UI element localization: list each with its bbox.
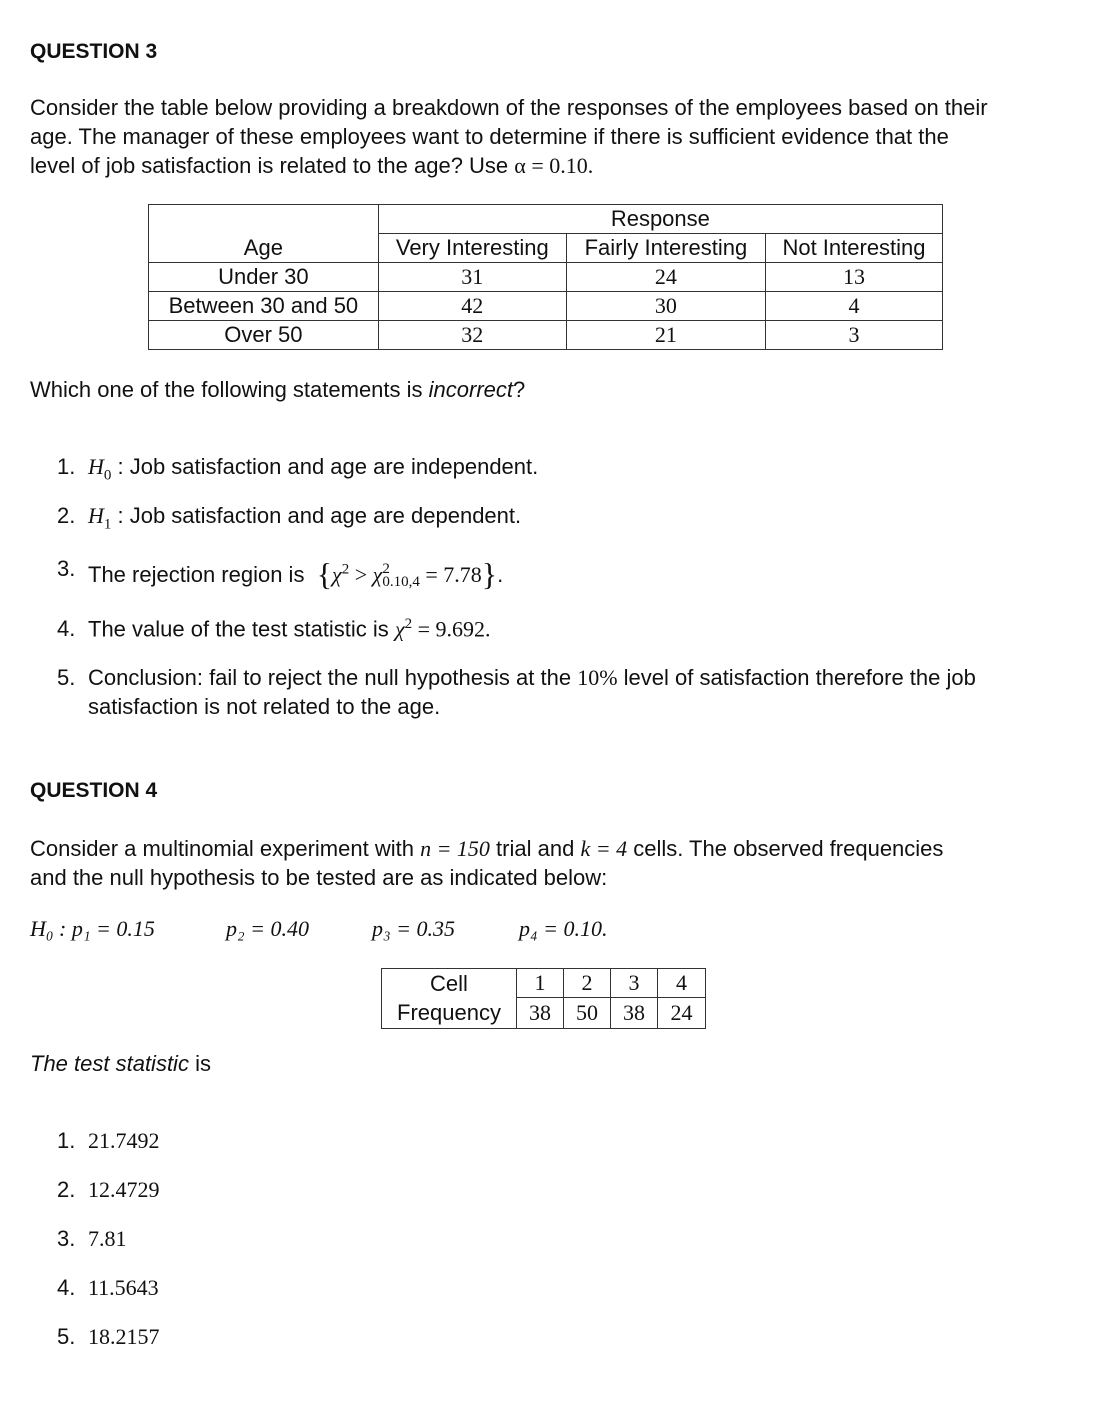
q4-prompt [30, 1049, 211, 1078]
col-header: Not Interesting [765, 234, 942, 263]
text: : Job satisfaction and age are dependent. [111, 503, 522, 528]
col-header: Age [149, 234, 379, 263]
text: Consider a multinomial experiment with [30, 836, 414, 861]
q3-option-1[interactable] [0, 454, 1100, 484]
option-number: 5. [57, 665, 76, 690]
cell: 4 [658, 969, 706, 998]
response-header: Response [378, 205, 942, 234]
text: : Job satisfaction and age are independent. [111, 454, 539, 479]
q3-intro-line-2: age. The manager of these employees want to determine if there is sufficient evidence that the [30, 124, 949, 149]
table-row [149, 321, 943, 350]
option-text [88, 503, 521, 533]
q3-intro-line-3 [30, 151, 593, 180]
text: Conclusion: fail to reject the null hypothesis at the [88, 665, 572, 690]
option-number: 4. [57, 1275, 76, 1300]
col-header: Fairly Interesting [566, 234, 765, 263]
option-text [88, 454, 538, 484]
n-value: n = 150 [420, 836, 490, 861]
prompt-emphasis: incorrect [428, 377, 514, 402]
table-header-row [149, 234, 943, 263]
q4-option-4[interactable] [0, 1275, 400, 1305]
option-number: 5. [57, 1324, 76, 1349]
cell: 38 [517, 998, 564, 1029]
q3-option-3[interactable] [0, 556, 1100, 592]
hypothesis-p3: p₃ = 0.35 [372, 916, 455, 941]
text: cells. The observed frequencies [633, 836, 944, 861]
math: H [88, 503, 104, 528]
cell: 30 [566, 292, 765, 321]
cell: 3 [611, 969, 658, 998]
pct: 10% [577, 665, 618, 690]
cell: 24 [566, 263, 765, 292]
question-3-title: QUESTION 3 [30, 40, 158, 63]
option-number: 3. [57, 556, 76, 581]
alpha-value: α = 0.10. [514, 153, 594, 178]
option-text [88, 616, 491, 642]
intro-text: level of job satisfaction is related to the age? Use [30, 153, 509, 178]
text: trial and [496, 836, 575, 861]
text: The value of the test statistic is [88, 616, 389, 642]
text: The rejection region is [88, 562, 305, 587]
option-value: 7.81 [88, 1226, 127, 1251]
q3-prompt [30, 375, 525, 404]
col-header: Very Interesting [378, 234, 566, 263]
gt: > [349, 562, 373, 587]
eq: = 9.692. [412, 616, 491, 642]
cell: 38 [611, 998, 658, 1029]
cell: 21 [566, 321, 765, 350]
cell: 24 [658, 998, 706, 1029]
sup: 2 [382, 561, 390, 577]
sup: 2 [404, 616, 413, 632]
option-number: 1. [57, 1128, 76, 1153]
q4-option-2[interactable] [0, 1177, 400, 1207]
text: satisfaction is not related to the age. [88, 694, 441, 719]
q3-intro-line-1: Consider the table below providing a breakdown of the responses of the employees based on their [30, 95, 988, 120]
option-number: 2. [57, 1177, 76, 1202]
row-label: Under 30 [149, 263, 379, 292]
cell: 32 [378, 321, 566, 350]
cell: 3 [765, 321, 942, 350]
eq: = 7.78 [419, 562, 482, 587]
cell: 31 [378, 263, 566, 292]
q3-option-2[interactable] [0, 503, 1100, 533]
math-sub: 1 [103, 516, 112, 533]
sup: 2 [341, 561, 350, 578]
table-row [382, 969, 706, 998]
prompt-end: ? [513, 377, 526, 402]
hypothesis-p4: p₄ = 0.10. [519, 916, 608, 941]
cell: 42 [378, 292, 566, 321]
chi: χ [394, 616, 405, 642]
option-value: 12.4729 [88, 1177, 160, 1202]
frequency-table [381, 968, 706, 1029]
row-label: Over 50 [149, 321, 379, 350]
chi: χ [332, 562, 342, 587]
option-text: The rejection region is {$\chi^2 > \chi$ 2 0.10,4 = 7.78}. [88, 556, 504, 592]
table-row [149, 292, 943, 321]
k-value: k = 4 [580, 836, 628, 861]
cell: 2 [564, 969, 611, 998]
hypothesis-p1: H₀ : p₁ = 0.15 [30, 916, 155, 941]
prompt-end: is [195, 1051, 211, 1076]
chi: χ [372, 562, 383, 587]
prompt-text: Which one of the following statements is [30, 377, 423, 402]
text: level of satisfaction therefore the job [623, 665, 976, 690]
option-value: 21.7492 [88, 1128, 160, 1153]
cell: 1 [517, 969, 564, 998]
option-text [88, 665, 976, 691]
table-row [149, 263, 943, 292]
q4-intro-line-2: and the null hypothesis to be tested are as indicated below: [30, 865, 608, 890]
option-number: 1. [57, 454, 76, 479]
option-value: 11.5643 [88, 1275, 159, 1300]
cell: 50 [564, 998, 611, 1029]
q3-option-4[interactable] [0, 616, 1100, 646]
sub: 0.10,4 [382, 574, 420, 590]
q4-intro-line-1 [30, 834, 943, 863]
row-label: Cell [382, 969, 517, 998]
response-table [148, 204, 943, 350]
q3-option-5[interactable] [0, 665, 1100, 725]
q4-option-1[interactable] [0, 1128, 400, 1158]
math-sub: 0 [103, 467, 112, 484]
option-number: 4. [57, 616, 76, 641]
q4-option-3[interactable] [0, 1226, 400, 1256]
row-label: Frequency [382, 998, 517, 1029]
q4-option-5[interactable] [0, 1324, 400, 1354]
question-4-title: QUESTION 4 [30, 779, 158, 802]
hypothesis-p2: p₂ = 0.40 [226, 916, 309, 941]
prompt-emphasis: The test statistic [30, 1051, 189, 1076]
option-number: 3. [57, 1226, 76, 1251]
math: H [88, 454, 104, 479]
table-row [382, 998, 706, 1029]
cell: 13 [765, 263, 942, 292]
row-label: Between 30 and 50 [149, 292, 379, 321]
end: . [497, 562, 504, 587]
cell: 4 [765, 292, 942, 321]
option-number: 2. [57, 503, 76, 528]
option-value: 18.2157 [88, 1324, 160, 1349]
